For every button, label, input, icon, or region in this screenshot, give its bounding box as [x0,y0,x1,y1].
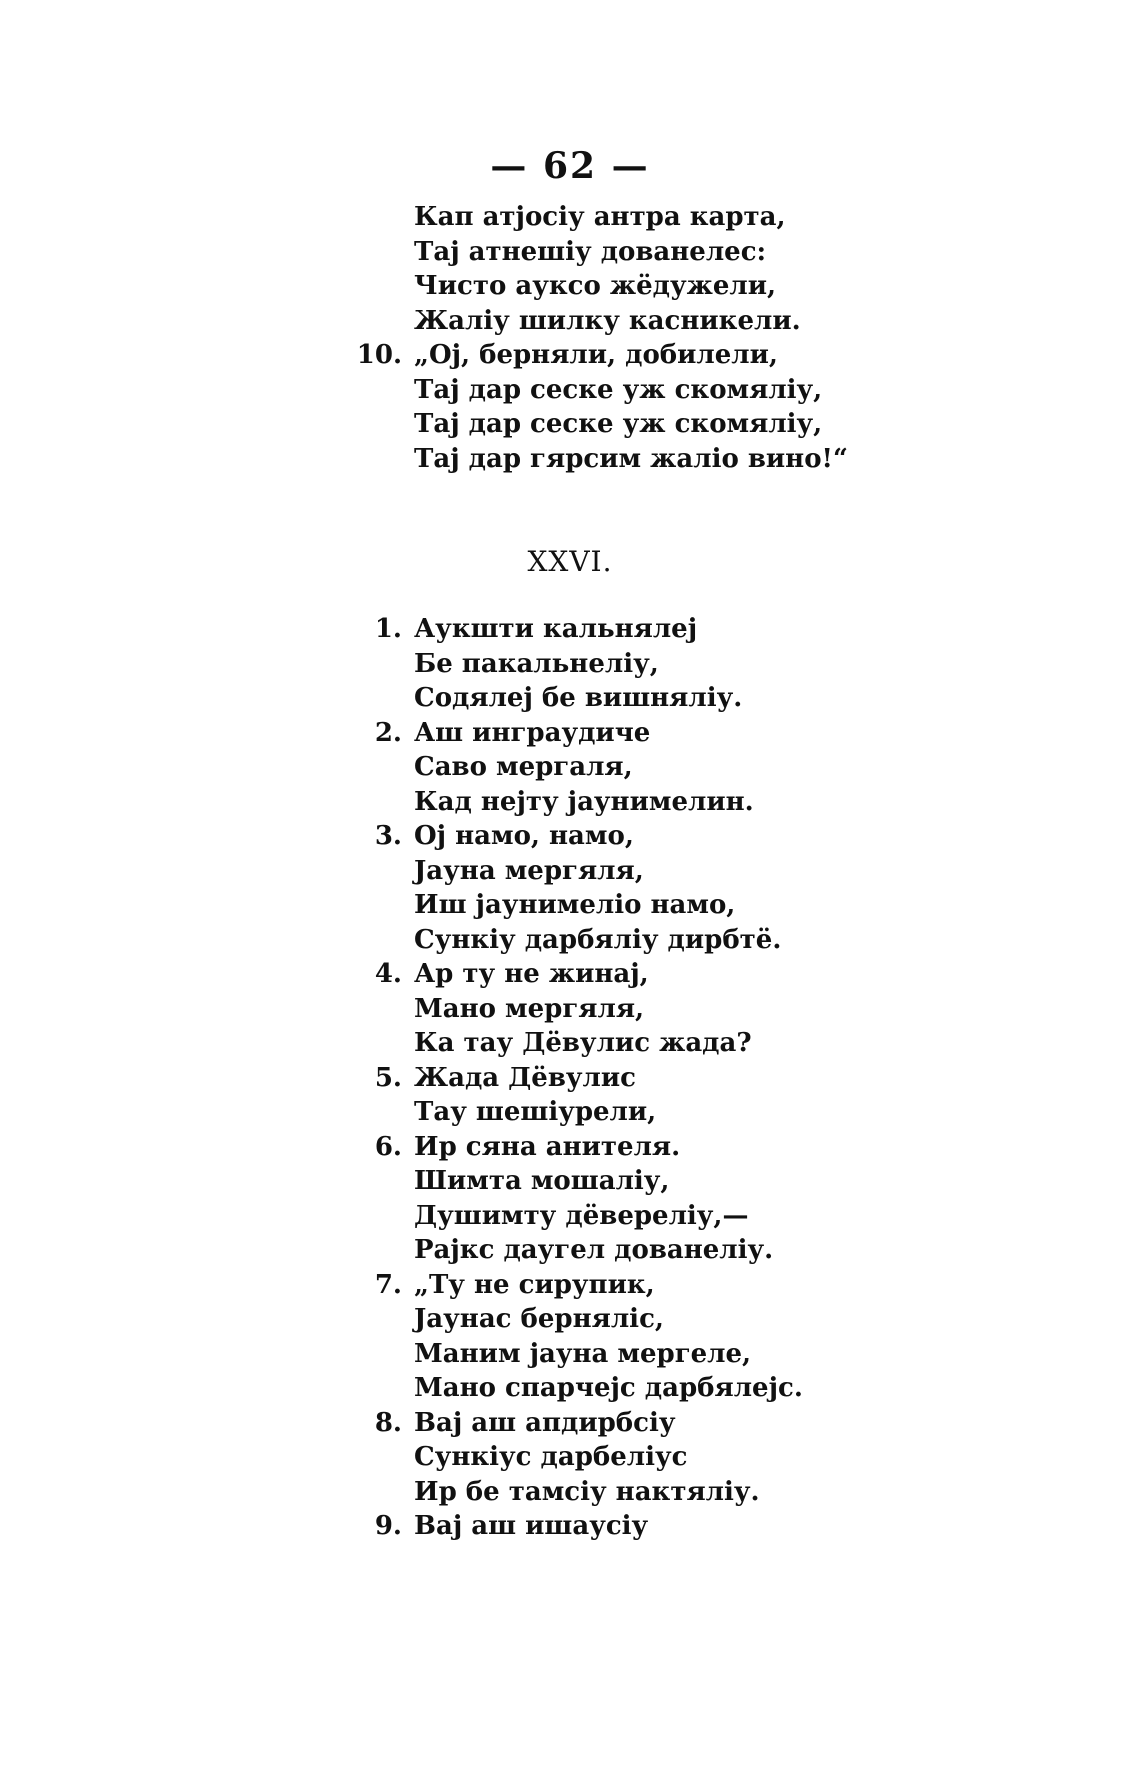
verse-line [408,888,968,923]
verse-line [408,647,968,682]
verse-text: Вај аш апдирбсіу [414,1407,676,1438]
verse-line [374,1061,968,1096]
verse-text: Рајкс даугел дованеліу. [414,1235,774,1265]
verse-line [408,1475,968,1510]
verse-line [374,1268,968,1303]
verse-line [408,785,968,820]
verse-number: 4. [374,959,402,989]
verse-line [374,1509,968,1544]
verse-number: 10. [356,340,402,370]
verse-line [408,269,968,304]
verse-number: 7. [374,1269,402,1300]
verse-line [408,373,968,408]
verse-line [374,1406,968,1441]
verse-number: 6. [374,1131,402,1162]
verse-text: Бе пакальнеліу, [414,648,659,679]
verse-text: Шимта мошаліу, [414,1166,670,1196]
verse-text: Вај аш ишаусіу [414,1511,649,1541]
verse-text: Саво мергаля, [414,752,633,782]
verse-line [408,1371,968,1406]
verse-line [408,1337,968,1372]
verse-number: 8. [374,1407,402,1438]
verse-line [408,200,968,235]
verse-number: 5. [374,1062,402,1093]
verse-text: Аукшти кальнялеј [414,614,698,644]
verse-line [408,854,968,889]
verse-text: „Ој, берняли, добилели, [414,340,778,370]
verse-text: Кад нејту јаунимелин. [414,786,754,817]
verse-number: 3. [374,821,402,851]
verse-line [408,1095,968,1130]
verse-text: Јаунас берняліс, [414,1304,664,1334]
verse-line [374,612,968,647]
verse-line [408,1199,968,1234]
verse-text: Содялеј бе вишняліу. [414,683,743,713]
verse-line [408,407,968,442]
verse-line [408,304,968,339]
verse-text: Ка тау Дёвулис жада? [414,1028,752,1058]
verse-text: Тај дар гярсим жаліо вино!“ [414,443,848,474]
verse-text: Ој намо, намо, [414,821,634,851]
verse-text: Ар ту не жинај, [414,959,649,989]
verse-text: Чисто ауксо жёдужели, [414,271,777,301]
verse-number: 1. [374,614,402,644]
section-title: XXVI. [527,545,613,578]
stanza-top [356,200,968,476]
verse-line [408,442,968,477]
verse-line [374,957,968,992]
verse-line [408,1233,968,1268]
verse-text: Мано спарчејс дарбялејс. [414,1373,803,1403]
verse-text: Аш инграудиче [414,717,651,748]
verse-line [408,1302,968,1337]
verse-line [408,1026,968,1061]
verse-line [408,681,968,716]
verse-text: Тау шешіурели, [414,1097,657,1127]
verse-text: Маним јауна мергеле, [414,1338,752,1369]
verse-number: 2. [374,717,402,748]
verse-text: Ир бе тамсіу нактяліу. [414,1476,760,1507]
verse-line [408,923,968,958]
verse-line [374,716,968,751]
verse-text: Ир сяна анителя. [414,1131,681,1162]
verse-line [374,1130,968,1165]
verse-text: Тај дар сеске уж скомяліу, [414,409,823,439]
verse-number: 9. [374,1511,402,1541]
verse-text: Сункіус дарбеліус [414,1442,688,1472]
verse-text: Жада Дёвулис [414,1062,637,1093]
verse-text: „Ту не сирупик, [414,1269,655,1300]
verse-line [408,1164,968,1199]
verse-line [408,750,968,785]
verse-text: Јауна мергяля, [414,855,644,886]
verse-line [374,819,968,854]
verse-line [408,235,968,270]
verse-text: Тај атнешіу дованелес: [414,236,767,267]
verse-line [356,338,968,373]
verse-line [408,992,968,1027]
stanza-main [374,612,968,1544]
verse-text: Тај дар сеске уж скомяліу, [414,374,823,405]
verse-line [408,1440,968,1475]
verse-text: Душимту дёвереліу,— [414,1200,749,1231]
verse-text: Мано мергяля, [414,993,645,1024]
page-number: — 62 — [490,145,650,187]
verse-text: Сункіу дарбяліу дирбтё. [414,924,782,955]
verse-text: Кап атјосіу антра карта, [414,202,786,232]
verse-text: Иш јаунимеліо намо, [414,890,736,920]
verse-text: Жаліу шилку касникели. [414,305,801,336]
